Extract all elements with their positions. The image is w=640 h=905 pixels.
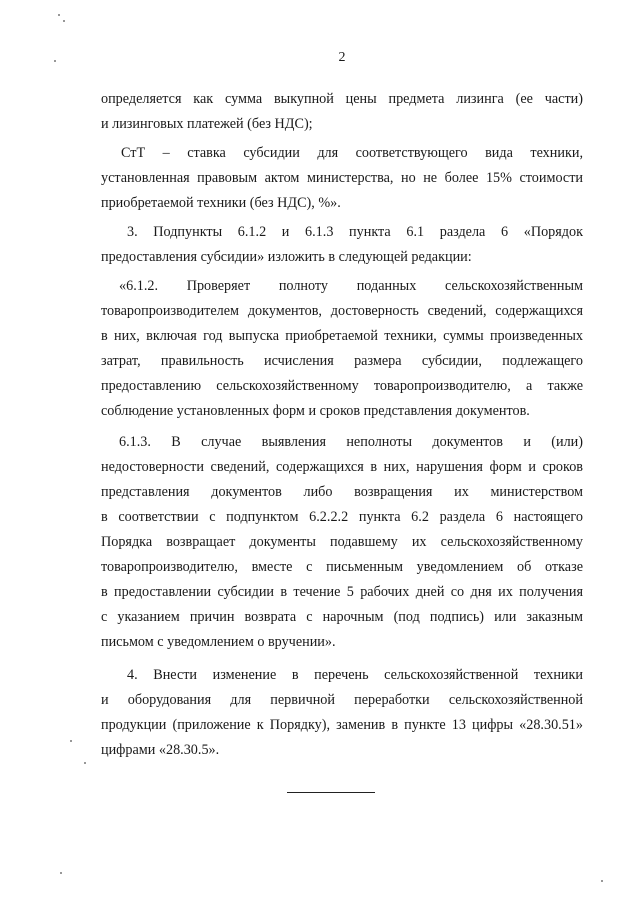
text-line: определяется как сумма выкупной цены предмета лизинга (ее части) <box>101 91 583 107</box>
text-line: цифрами «28.30.5». <box>101 742 220 758</box>
scan-speck <box>63 20 65 22</box>
scan-speck <box>601 880 603 882</box>
text-line: и оборудования для первичной переработки сельскохозяйственной <box>101 692 583 708</box>
scan-speck <box>54 60 56 62</box>
text-line: письмом с уведомлением о вручении». <box>101 634 336 650</box>
text-line: соблюдение установленных форм и сроков представления документов. <box>101 403 530 419</box>
text-line: в соответствии с подпунктом 6.2.2.2 пункта 6.2 раздела 6 настоящего <box>101 509 583 525</box>
text-line: и лизинговых платежей (без НДС); <box>101 116 313 132</box>
text-line: 3. Подпункты 6.1.2 и 6.1.3 пункта 6.1 раздела 6 «Порядок <box>127 224 583 240</box>
text-line: недостоверности сведений, содержащихся в них, нарушения форм и сроков <box>101 459 583 475</box>
text-line: «6.1.2. Проверяет полноту поданных сельскохозяйственным <box>119 278 583 294</box>
text-line: установленная правовым актом министерства, но не более 15% стоимости <box>101 170 583 186</box>
text-line: товаропроизводителем документов, достоверность сведений, содержащихся <box>101 303 583 319</box>
text-line: предоставления субсидии» изложить в следующей редакции: <box>101 249 472 265</box>
text-line: с указанием причин возврата с нарочным (под подпись) или заказным <box>101 609 583 625</box>
text-line: 4. Внести изменение в перечень сельскохозяйственной техники <box>127 667 583 683</box>
page-number: 2 <box>338 50 346 65</box>
scan-speck <box>58 14 60 16</box>
document-body <box>101 87 583 763</box>
text-line: СтТ – ставка субсидии для соответствующего вида техники, <box>121 145 583 161</box>
text-line: продукции (приложение к Порядку), заменив в пункте 13 цифры «28.30.51» <box>101 717 583 733</box>
scan-speck <box>84 762 86 764</box>
text-line: затрат, правильность исчисления размера субсидии, подлежащего <box>101 353 583 369</box>
text-line: в предоставлении субсидии в течение 5 рабочих дней со дня их получения <box>101 584 583 600</box>
separator-line <box>287 792 375 793</box>
text-line: Порядка возвращает документы подавшему их сельскохозяйственному <box>101 534 583 550</box>
text-line: в них, включая год выпуска приобретаемой техники, суммы произведенных <box>101 328 583 344</box>
text-line: товаропроизводителю, вместе с письменным уведомлением об отказе <box>101 559 583 575</box>
text-line: 6.1.3. В случае выявления неполноты документов и (или) <box>119 434 583 450</box>
text-line: предоставлению сельскохозяйственному товаропроизводителю, а также <box>101 378 583 394</box>
scan-speck <box>70 740 72 742</box>
text-line: приобретаемой техники (без НДС), %». <box>101 195 341 211</box>
text-line: представления документов либо возвращения их министерством <box>101 484 583 500</box>
scan-speck <box>60 872 62 874</box>
